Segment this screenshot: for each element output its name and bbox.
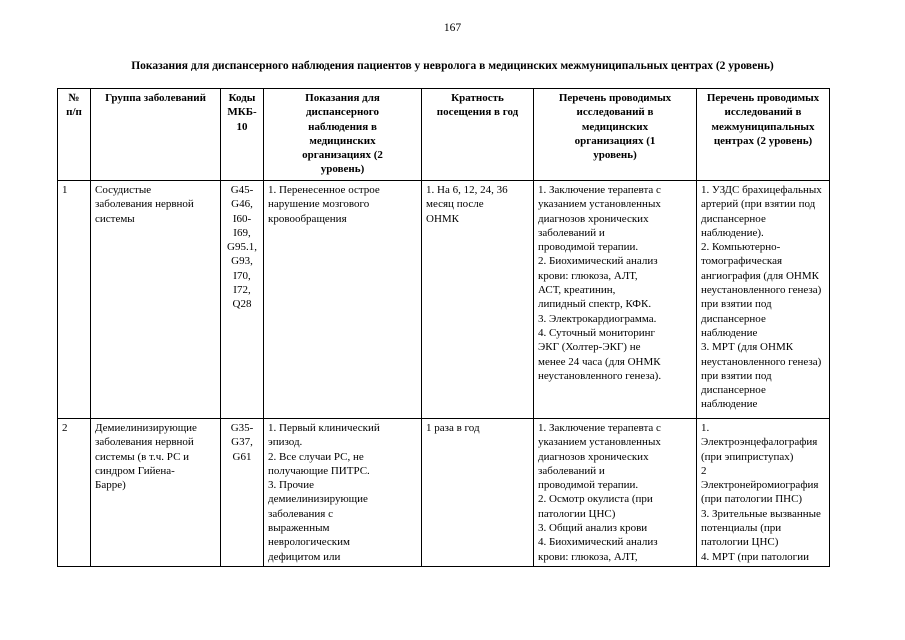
cell-line: (при эпиприступах) [701, 450, 794, 463]
cell-line: I69, [233, 226, 251, 239]
header-studies-level-1 [534, 89, 697, 181]
cell-line: диспансерное [701, 384, 766, 397]
cell-line: синдром Гийена- [95, 464, 175, 477]
cell-line: центрах (2 уровень) [713, 134, 813, 147]
cell-line: 3. Зрительные вызванные [701, 507, 821, 520]
cell-number [58, 419, 91, 567]
cell-line: неврологическим [268, 536, 350, 549]
cell-line: заболевания нервной [95, 436, 194, 449]
cell-line: системы [95, 212, 135, 225]
cell-line: заболеваний и [538, 226, 605, 239]
cell-line: заболевания с [268, 507, 333, 520]
table-header-row [58, 89, 830, 181]
cell-indications [264, 419, 422, 567]
cell-line: 4. Суточный мониторинг [538, 326, 656, 339]
cell-line: проводимой терапии. [538, 479, 639, 492]
cell-line: медицинских [309, 134, 376, 147]
cell-line: Электронейромиография [701, 479, 819, 492]
cell-line: Сосудистые [95, 184, 152, 196]
cell-indications [264, 181, 422, 419]
cell-line: наблюдения в [308, 120, 377, 133]
cell-line: неустановленного генеза) [701, 355, 822, 368]
cell-line: ангиография (для ОНМК [701, 269, 819, 282]
cell-line: указанием установленных [538, 436, 661, 449]
cell-line: 2. Биохимический анализ [538, 255, 658, 268]
cell-studies-level-2 [697, 419, 830, 567]
cell-line: томографическая [701, 255, 783, 268]
cell-line: демиелинизирующие [268, 493, 368, 506]
cell-line: патологии ЦНС) [701, 536, 779, 549]
cell-line: I60- [232, 212, 252, 225]
cell-line: Электроэнцефалография [701, 436, 818, 449]
cell-line: 1. Перенесенное острое [268, 184, 380, 196]
header-studies-level-2 [697, 89, 830, 181]
cell-line: неустановленного генеза). [538, 369, 662, 382]
cell-line: кровообращения [268, 212, 347, 225]
page-number: 167 [443, 22, 462, 34]
table-row [58, 181, 830, 419]
cell-line: 1. Заключение терапевта с [538, 422, 661, 434]
cell-line: G37, [231, 436, 253, 449]
cell-line: 1. Первый клинический [268, 422, 380, 434]
cell-line: эпизод. [268, 436, 303, 449]
cell-line: нарушение мозгового [268, 198, 370, 211]
cell-line: межмуниципальных [711, 120, 815, 133]
cell-line: диспансерное [701, 212, 766, 225]
table-row [58, 419, 830, 567]
cell-line: G95.1, [227, 241, 257, 254]
cell-line: посещения в год [436, 106, 519, 119]
cell-codes [221, 419, 264, 567]
cell-line: G46, [231, 198, 253, 211]
cell-line: 1. На 6, 12, 24, 36 [426, 184, 508, 196]
cell-studies-level-1 [534, 181, 697, 419]
cell-line: Кратность [451, 92, 504, 104]
cell-studies-level-1 [534, 419, 697, 567]
cell-line: п/п [66, 106, 82, 119]
cell-line: дефицитом или [268, 550, 341, 563]
cell-line: G35- [230, 422, 254, 434]
cell-line: 4. Биохимический анализ [538, 536, 658, 549]
cell-line: 2. Осмотр окулиста (при [538, 493, 653, 506]
header-number [58, 89, 91, 181]
cell-line: G45- [230, 184, 254, 196]
cell-line: 1. [701, 422, 710, 434]
cell-line: (при патологии ПНС) [701, 493, 803, 506]
cell-group [91, 419, 221, 567]
cell-line: 1. УЗДС брахицефальных [701, 184, 822, 196]
cell-line: уровень) [593, 149, 637, 162]
cell-line: уровень) [320, 163, 365, 176]
header-frequency [422, 89, 534, 181]
cell-line: потенциалы (при [701, 522, 782, 535]
cell-line: 1 раза в год [426, 422, 480, 434]
cell-line: 1 [62, 184, 68, 196]
cell-line: диспансерного [305, 106, 380, 119]
cell-line: 1. Заключение терапевта с [538, 184, 661, 196]
cell-line: 2 [701, 464, 707, 477]
cell-line: диагнозов хронических [538, 212, 649, 225]
cell-line: заболевания нервной [95, 198, 194, 211]
cell-frequency [422, 419, 534, 567]
header-codes [221, 89, 264, 181]
cell-line: Барре) [95, 479, 126, 492]
cell-line: Коды [228, 92, 256, 104]
cell-line: организациях (2 [302, 149, 383, 162]
cell-line: 2. Компьютерно- [701, 241, 781, 254]
cell-line: Показания для [305, 92, 380, 104]
cell-line: артерий (при взятии под [701, 198, 816, 211]
cell-line: 10 [236, 120, 248, 133]
cell-line: крови: глюкоза, АЛТ, [538, 269, 638, 282]
cell-line: организациях (1 [574, 134, 656, 147]
cell-line: 3. Электрокардиограмма. [538, 312, 657, 325]
cell-line: I70, [233, 269, 251, 282]
cell-line: Группа заболеваний [105, 92, 206, 104]
cell-line: 4. МРТ (при патологии [701, 550, 809, 563]
cell-line: диагнозов хронических [538, 450, 649, 463]
cell-line: МКБ- [227, 106, 257, 119]
cell-line: месяц после [426, 198, 484, 211]
cell-line: 3. МРТ (для ОНМК [701, 341, 794, 354]
cell-line: исследований в [576, 106, 654, 119]
cell-line: Q28 [232, 298, 252, 311]
cell-line: 2. Все случаи РС, не [268, 450, 364, 463]
cell-line: Перечень проводимых [558, 92, 672, 104]
cell-line: 3. Прочие [268, 479, 314, 492]
cell-frequency [422, 181, 534, 419]
cell-line: системы (в т.ч. РС и [95, 450, 190, 463]
cell-number [58, 181, 91, 419]
cell-line: G61 [232, 450, 252, 463]
cell-line: при взятии под [701, 369, 772, 382]
cell-line: липидный спектр, КФК. [538, 298, 652, 311]
cell-line: исследований в [724, 106, 802, 119]
cell-line: № [68, 92, 80, 104]
cell-line: 3. Общий анализ крови [538, 522, 648, 535]
cell-line: ОНМК [426, 212, 460, 225]
header-group [91, 89, 221, 181]
cell-codes [221, 181, 264, 419]
cell-line: проводимой терапии. [538, 241, 639, 254]
dispensary-indications-table [57, 88, 830, 567]
cell-line: наблюдение). [701, 226, 764, 239]
table-body [58, 181, 830, 567]
cell-line: I72, [233, 284, 251, 297]
cell-line: указанием установленных [538, 198, 661, 211]
cell-line: наблюдение [701, 398, 758, 411]
cell-line: при взятии под [701, 298, 772, 311]
cell-line: неустановленного генеза) [701, 284, 822, 297]
cell-group [91, 181, 221, 419]
cell-line: Перечень проводимых [706, 92, 820, 104]
cell-line: 2 [62, 422, 68, 434]
cell-line: крови: глюкоза, АЛТ, [538, 550, 638, 563]
cell-line: наблюдение [701, 326, 758, 339]
cell-line: диспансерное [701, 312, 766, 325]
document-title: Показания для диспансерного наблюдения пациентов у невролога в медицинских межмуниципальных центрах (2 уровень) [131, 60, 774, 72]
cell-line: получающие ПИТРС. [268, 464, 370, 477]
cell-line: G93, [231, 255, 253, 268]
cell-line: АСТ, креатинин, [538, 284, 616, 297]
cell-line: заболеваний и [538, 464, 605, 477]
cell-line: Демиелинизирующие [95, 422, 197, 434]
cell-line: выраженным [268, 522, 330, 535]
cell-line: менее 24 часа (для ОНМК [538, 355, 661, 368]
cell-studies-level-2 [697, 181, 830, 419]
cell-line: медицинских [581, 120, 649, 133]
cell-line: ЭКГ (Холтер-ЭКГ) не [538, 341, 641, 354]
header-indications [264, 89, 422, 181]
cell-line: патологии ЦНС) [538, 507, 616, 520]
